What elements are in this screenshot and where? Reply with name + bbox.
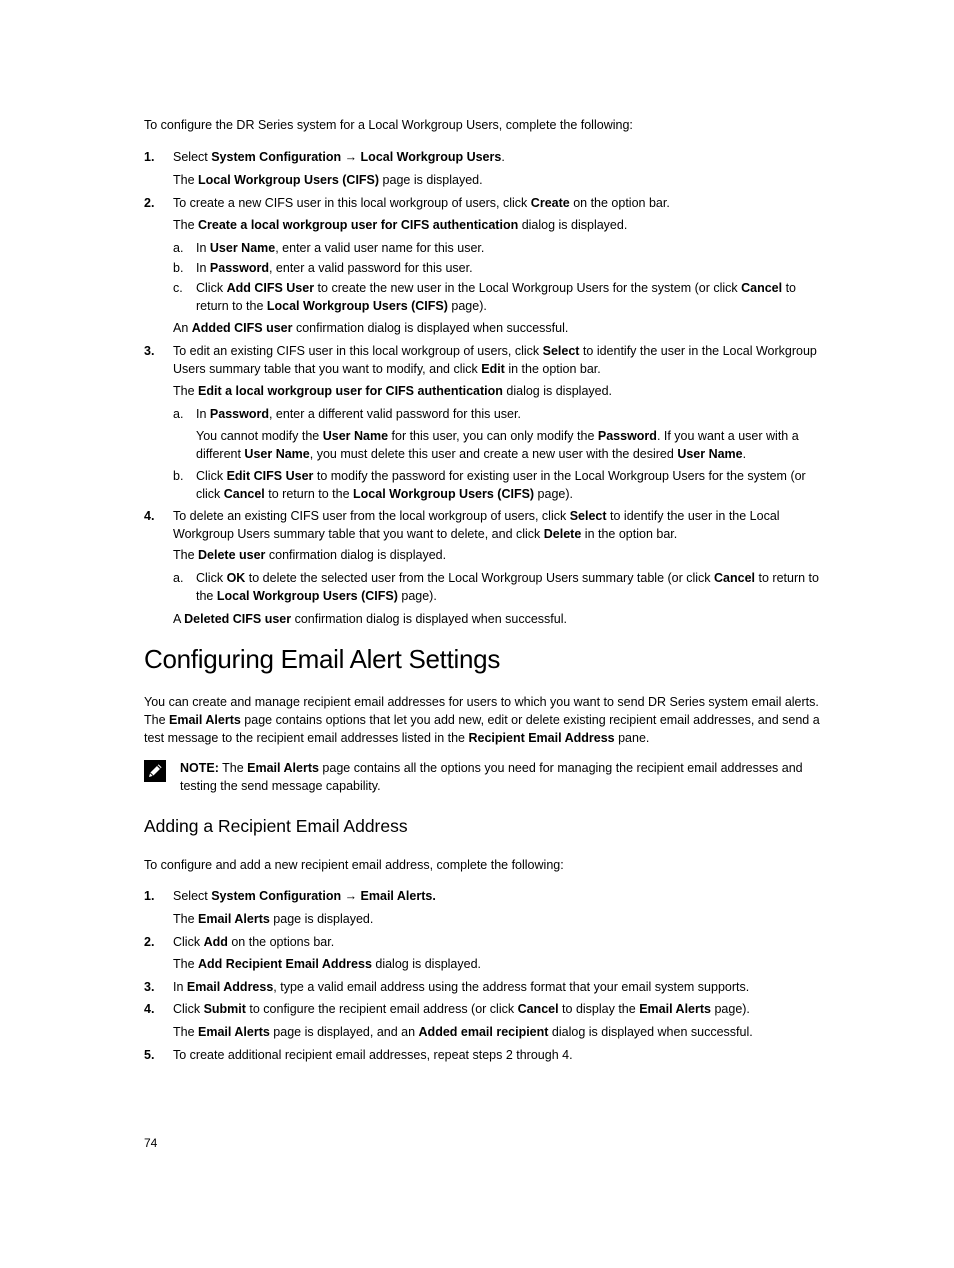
step-number: 3. [144,344,155,358]
step-3-substep-a: a. In Password, enter a different valid password for this user. [173,407,521,421]
step-3-substep-a-note: You cannot modify the User Name for this user, you can only modify the Password. If you want a user with a different User Name, you must delete this user and create a new user with the desired User Name. [196,429,799,461]
step-4-success: A Deleted CIFS user confirmation dialog is displayed when successful. [173,612,567,626]
step-number: 5. [144,1048,155,1062]
step-number: 4. [144,509,155,523]
intro-paragraph-2: To configure and add a new recipient email address, complete the following: [144,858,564,872]
step-2-substep-b: b. In Password, enter a valid password for this user. [173,261,473,275]
email-step-1: 1. Select System Configuration → Email Alerts. [144,889,436,903]
intro-paragraph: To configure the DR Series system for a Local Workgroup Users, complete the following: [144,118,633,132]
email-step-1-result: The Email Alerts page is displayed. [173,912,374,926]
step-number: 1. [144,889,155,903]
step-2-success: An Added CIFS user confirmation dialog is displayed when successful. [173,321,569,335]
page-number: 74 [144,1136,158,1150]
step-2-substep-c: c. Click Add CIFS User to create the new user in the Local Workgroup Users for the system (or click Cancel to return to the Local Workgroup Users (CIFS) page). [173,281,797,313]
pencil-note-icon [144,760,166,782]
step-text: To edit an existing CIFS user in this local workgroup of users, click Select to identify the user in the Local Workgroup Users summary table that you want to modify, and click Edit in the option bar. [173,344,817,376]
step-4-result: The Delete user confirmation dialog is displayed. [173,548,447,562]
email-step-5: 5. To create additional recipient email addresses, repeat steps 2 through 4. [144,1048,573,1062]
section-heading: Configuring Email Alert Settings [144,644,501,674]
email-step-3: 3. In Email Address, type a valid email address using the address format that your email system supports. [144,980,750,994]
step-1-result: The Local Workgroup Users (CIFS) page is displayed. [173,173,483,187]
step-number: 3. [144,980,155,994]
step-4 [144,507,830,543]
step-number: 1. [144,150,155,164]
section-paragraph: You can create and manage recipient email addresses for users to which you want to send DR Series system email alerts. The Email Alerts page contains options that let you add new, edit or delete existing recipient email addresses, and send a test message to the recipient email addresses listed in the Recipient Email Address pane. [144,695,820,745]
step-4-substep-a: a. Click OK to delete the selected user from the Local Workgroup Users summary table (or click Cancel to return to the Local Workgroup Users (CIFS) page). [173,571,819,603]
step-text: Select System Configuration → Local Workgroup Users. [173,150,505,164]
step-number: 4. [144,1002,155,1016]
subsection-heading: Adding a Recipient Email Address [144,816,408,836]
step-text: To create a new CIFS user in this local workgroup of users, click Create on the option bar. [173,196,670,210]
step-3-substep-b: b. Click Edit CIFS User to modify the password for existing user in the Local Workgroup Users for the system (or click Cancel to return to the Local Workgroup Users (CIFS) page). [173,469,806,501]
step-text: To delete an existing CIFS user from the local workgroup of users, click Select to identify the user in the Local Workgroup Users summary table that you want to delete, and click Delete in the option bar. [173,509,780,541]
step-1 [144,148,830,166]
step-3 [144,342,830,378]
step-2 [144,194,830,212]
step-3-result: The Edit a local workgroup user for CIFS authentication dialog is displayed. [173,384,613,398]
note-text: NOTE: The Email Alerts page contains all the options you need for managing the recipient email addresses and testing the send message capability. [180,761,803,793]
email-step-4: 4. Click Submit to configure the recipient email address (or click Cancel to display the Email Alerts page). [144,1002,750,1016]
step-2-result: The Create a local workgroup user for CIFS authentication dialog is displayed. [173,218,628,232]
email-step-2-result: The Add Recipient Email Address dialog is displayed. [173,957,482,971]
email-step-2: 2. Click Add on the options bar. [144,935,335,949]
step-number: 2. [144,935,155,949]
step-number: 2. [144,196,155,210]
email-step-4-result: The Email Alerts page is displayed, and an Added email recipient dialog is displayed when successful. [173,1025,753,1039]
step-2-substep-a: a. In User Name, enter a valid user name for this user. [173,241,485,255]
